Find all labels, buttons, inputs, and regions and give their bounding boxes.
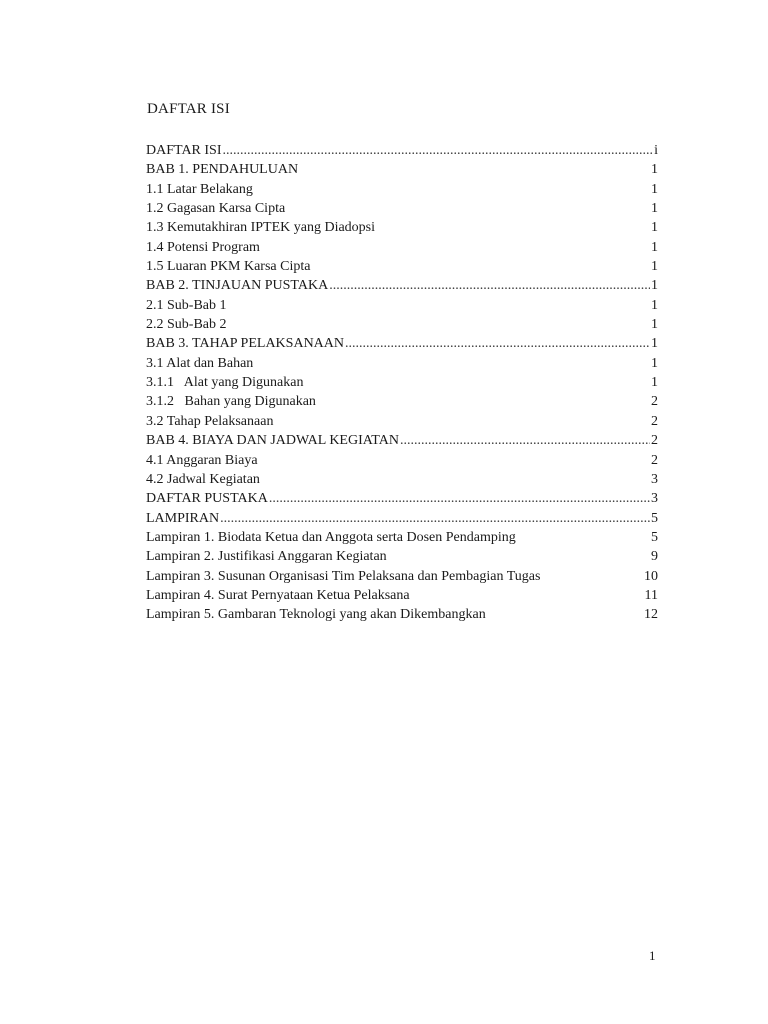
toc-entry	[146, 141, 658, 160]
toc-entry-title: 4.2 Jadwal Kegiatan	[146, 471, 260, 487]
toc-entry-title: DAFTAR ISI	[146, 143, 222, 158]
toc-entry-title: DAFTAR PUSTAKA	[146, 491, 268, 507]
toc-entry-title: Lampiran 4. Surat Pernyataan Ketua Pelaksana	[146, 587, 410, 603]
toc-entry-page: 5	[651, 510, 658, 526]
toc-entry	[146, 238, 658, 257]
toc-entry-title: 1.5 Luaran PKM Karsa Cipta	[146, 259, 311, 275]
toc-entry	[146, 470, 658, 489]
toc-dot-leader	[269, 489, 650, 508]
toc-entry	[146, 296, 658, 315]
toc-entry-page: 1	[651, 201, 658, 217]
toc-entry-page: i	[654, 143, 658, 158]
toc-entry-page: 1	[651, 181, 658, 197]
toc-entry	[146, 315, 658, 334]
toc-entry-title: Lampiran 5. Gambaran Teknologi yang akan Dikembangkan	[146, 607, 486, 623]
toc-entry-page: 2	[651, 394, 658, 410]
toc-entry-title: 3.1.1 Alat yang Digunakan	[146, 375, 304, 391]
toc-entry-title: 3.1.2 Bahan yang Digunakan	[146, 394, 316, 410]
toc-dot-leader	[220, 509, 650, 528]
toc-entry	[146, 509, 658, 528]
toc-dot-leader	[400, 431, 650, 450]
toc-entry	[146, 257, 658, 276]
toc-entry-page: 10	[644, 568, 658, 584]
toc-entry	[146, 431, 658, 450]
toc-entry	[146, 451, 658, 470]
toc-entry-title: BAB 2. TINJAUAN PUSTAKA	[146, 278, 329, 294]
toc-entry-page: 1	[651, 220, 658, 236]
toc-entry	[146, 547, 658, 566]
toc-entry	[146, 218, 658, 237]
toc-entry-page: 11	[644, 587, 658, 603]
toc-entry-title: 1.1 Latar Belakang	[146, 181, 253, 197]
toc-entry-page: 1	[651, 336, 658, 352]
toc-entry	[146, 528, 658, 547]
toc-entry-page: 5	[651, 529, 658, 545]
toc-entry-title: 4.1 Anggaran Biaya	[146, 452, 258, 468]
toc-entry-title: 1.2 Gagasan Karsa Cipta	[146, 201, 286, 217]
toc-entry-page: 1	[651, 375, 658, 391]
toc-entry-title: 2.2 Sub-Bab 2	[146, 317, 227, 333]
toc-entry-page: 2	[651, 433, 658, 449]
toc-dot-leader	[345, 334, 650, 353]
toc-entry-title: BAB 1. PENDAHULUAN	[146, 162, 299, 178]
toc-entry-page: 1	[651, 278, 658, 294]
toc-entry-page: 1	[651, 317, 658, 333]
toc-entry-title: 3.2 Tahap Pelaksanaan	[146, 413, 274, 429]
toc-entry	[146, 160, 658, 179]
toc-entry-title: 1.4 Potensi Program	[146, 239, 260, 255]
page-title: DAFTAR ISI	[147, 101, 230, 117]
toc-entry	[146, 199, 658, 218]
toc-entry	[146, 586, 658, 605]
toc-entry-title: Lampiran 1. Biodata Ketua dan Anggota serta Dosen Pendamping	[146, 529, 516, 545]
toc-entry	[146, 354, 658, 373]
toc-entry-page: 1	[651, 259, 658, 275]
toc-entry-title: 2.1 Sub-Bab 1	[146, 297, 227, 313]
toc-entry-page: 1	[651, 162, 658, 178]
toc-dot-leader	[329, 276, 650, 295]
toc-entry-page: 3	[651, 471, 658, 487]
toc-entry	[146, 605, 658, 624]
toc-entry-title: 1.3 Kemutakhiran IPTEK yang Diadopsi	[146, 220, 376, 236]
toc-entry-page: 1	[651, 239, 658, 255]
toc-entry	[146, 276, 658, 295]
toc-entry-page: 9	[651, 549, 658, 565]
toc-entry	[146, 489, 658, 508]
toc-entry-title: LAMPIRAN	[146, 510, 220, 526]
toc-entry-title: 3.1 Alat dan Bahan	[146, 355, 254, 371]
toc-entry-title: Lampiran 3. Susunan Organisasi Tim Pelaksana dan Pembagian Tugas	[146, 568, 541, 584]
toc-entry	[146, 412, 658, 431]
toc-entry-page: 2	[651, 452, 658, 468]
toc-entry-page: 3	[651, 491, 658, 507]
toc-entry	[146, 334, 658, 353]
toc-entry	[146, 180, 658, 199]
toc-entry-title: BAB 3. TAHAP PELAKSANAAN	[146, 336, 345, 352]
toc-entry-title: Lampiran 2. Justifikasi Anggaran Kegiatan	[146, 549, 387, 565]
toc-entry-title: BAB 4. BIAYA DAN JADWAL KEGIATAN	[146, 433, 399, 449]
toc-dot-leader	[223, 141, 654, 160]
table-of-contents	[146, 141, 658, 625]
page-number: 1	[649, 948, 656, 963]
toc-entry-page: 2	[651, 413, 658, 429]
toc-entry	[146, 567, 658, 586]
toc-entry-page: 1	[651, 355, 658, 371]
toc-entry	[146, 392, 658, 411]
toc-entry	[146, 373, 658, 392]
toc-entry-page: 12	[644, 607, 658, 623]
toc-entry-page: 1	[651, 297, 658, 313]
